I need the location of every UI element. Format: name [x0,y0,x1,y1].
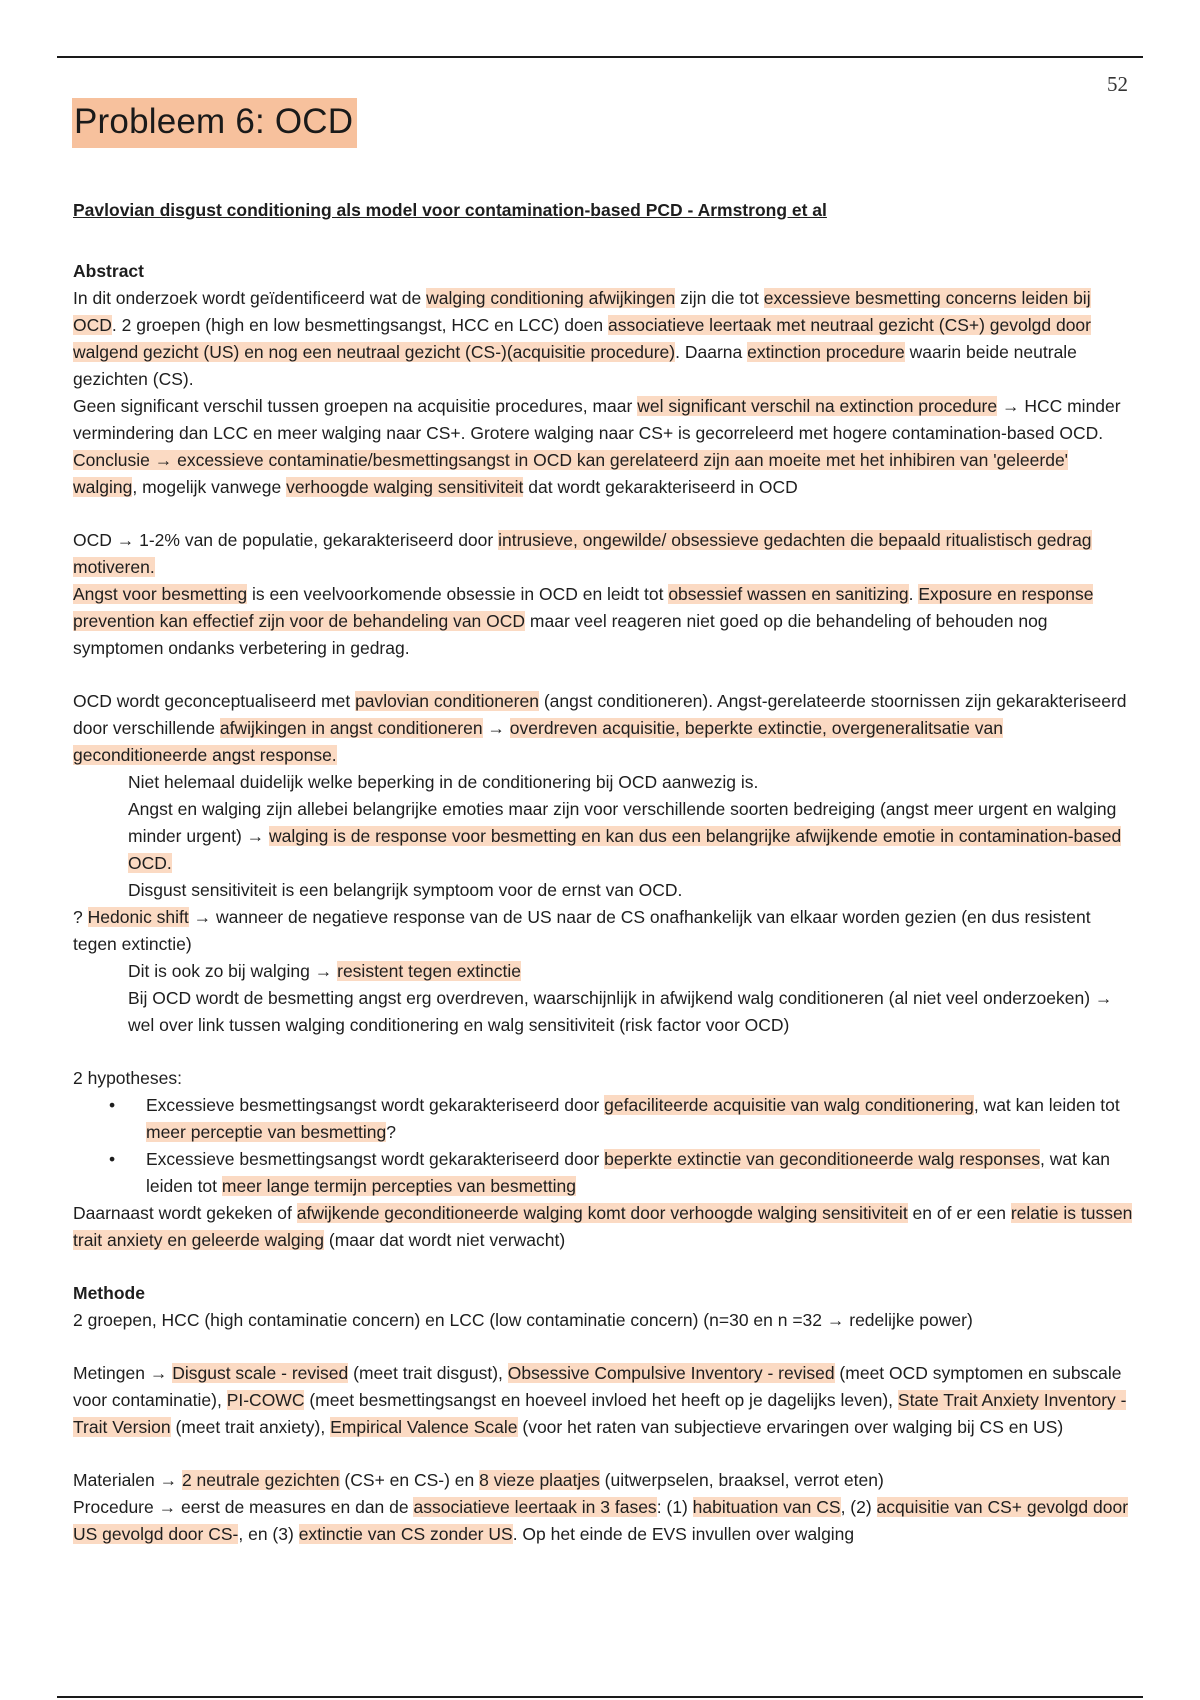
text: , wat kan leiden tot [973,1095,1120,1115]
article-subtitle: Pavlovian disgust conditioning als model voor contamination-based PCD - Armstrong et al [73,200,827,220]
hedonic-shift-paragraph [73,904,1133,958]
text: Daarnaast wordt gekeken of [73,1203,297,1223]
highlight: wel significant verschil na extinction procedure [637,396,998,416]
conditioning-indent-5: Bij OCD wordt de besmetting angst erg overdreven, waarschijnlijk in afwijkend walg conditioneren (al niet veel onderzoeken) → wel over link tussen walging conditionering en walg sensitiviteit (risk factor voor OCD) [128,988,1113,1035]
highlight: 2 neutrale gezichten [181,1470,340,1490]
text: (meet besmettingsangst en hoeveel invloed het heeft op je dagelijks leven), [304,1390,898,1410]
list-item [73,1092,1133,1146]
conditioning-indent-4 [73,958,1133,985]
highlight: gefaciliteerde acquisitie van walg conditionering [604,1095,974,1115]
highlight: overdreven acquisitie, beperkte extinctie, overgeneralitsatie van geconditioneerde angst response. [73,718,1003,765]
highlight: PI-COWC [226,1390,305,1410]
highlight: resistent tegen extinctie [337,961,521,981]
highlight: meer perceptie van besmetting [146,1122,387,1142]
highlight: Conclusie [73,450,150,470]
text: OCD wordt geconceptualiseerd met [73,691,356,711]
conditioning-paragraph-1 [73,688,1133,769]
text: In dit onderzoek wordt geïdentificeerd wat de [73,288,427,308]
ocd-intro-paragraph-1 [73,527,1133,581]
text: → HCC minder vermindering dan LCC en meer walging naar CS+. Grotere walging naar CS+ is gecorreleerd met hogere contamination-based OCD. [73,396,1121,443]
text: (meet OCD symptomen en subscale voor contaminatie), [73,1363,1122,1410]
materialen-paragraph [73,1467,1133,1494]
highlight: relatie is tussen trait anxiety en geleerde walging [73,1203,1133,1250]
highlight: Disgust scale - revised [172,1363,349,1383]
highlight: → excessieve contaminatie/besmettingsangst in OCD kan gerelateerd zijn aan moeite met het inhibiren van 'geleerde' walging [73,450,1069,497]
text: Angst en walging zijn allebei belangrijke emoties maar zijn voor verschillende soorten bedreiging (angst meer urgent en walging minder urgent) → [128,799,1117,846]
text: Dit is ook zo bij walging → [128,961,338,981]
highlight: walging is de response voor besmetting en kan dus een belangrijke afwijkende emotie in contamination-based OCD. [128,826,1122,873]
hypotheses-intro: 2 hypotheses: [73,1068,182,1088]
bottom-rule [57,1696,1143,1698]
highlight: 8 vieze plaatjes [479,1470,600,1490]
highlight: Obsessive Compulsive Inventory - revised [507,1363,835,1383]
highlight: extinctie van CS zonder US [298,1524,513,1544]
page-number: 52 [1107,72,1128,96]
text: (meet trait disgust), [348,1363,508,1383]
text: (maar dat wordt niet verwacht) [324,1230,566,1250]
procedure-paragraph [73,1494,1133,1548]
conditioning-indent-1: Niet helemaal duidelijk welke beperking in de conditionering bij OCD aanwezig is. [128,772,759,792]
text: . Daarna [675,342,748,362]
text: zijn die tot [675,288,764,308]
text: Procedure → eerst de measures en dan de [73,1497,414,1517]
document-body [73,258,1133,1548]
text: , en (3) [238,1524,299,1544]
text: en of er een [907,1203,1011,1223]
highlight: Angst voor besmetting [73,584,248,604]
text: , wat kan leiden tot [146,1149,1111,1196]
abstract-heading: Abstract [73,261,144,281]
metingen-paragraph [73,1360,1133,1441]
conditioning-indent-3: Disgust sensitiviteit is een belangrijk symptoom voor de ernst van OCD. [128,880,683,900]
text: . 2 groepen (high en low besmettingsangst, HCC en LCC) doen [111,315,609,335]
list-item [73,1146,1133,1200]
highlight: acquisitie van CS+ gevolgd door US gevolgd door CS- [73,1497,1129,1544]
text: ? [73,907,88,927]
highlight: meer lange termijn percepties van besmetting [221,1176,576,1196]
abstract-paragraph-1 [73,285,1133,393]
text: waarin beide neutrale gezichten (CS). [73,342,1077,389]
text: (CS+ en CS-) en [339,1470,480,1490]
text: Materialen → [73,1470,182,1490]
highlight: Hedonic shift [87,907,189,927]
text: OCD → 1-2% van de populatie, gekarakteriseerd door [73,530,499,550]
highlight: associatieve leertaak met neutraal gezicht (CS+) gevolgd door walgend gezicht (US) en nog een neutraal gezicht (CS-)(acquisitie procedure) [73,315,1091,362]
highlight: Exposure en response prevention kan effectief zijn voor de behandeling van OCD [73,584,1094,631]
highlight: habituation van CS [692,1497,841,1517]
conditioning-indent-2 [73,796,1133,877]
text: (voor het raten van subjectieve ervaringen over walging bij CS en US) [517,1417,1064,1437]
text: Metingen → [73,1363,173,1383]
highlight: afwijkingen in angst conditioneren [219,718,483,738]
text: is een veelvoorkomende obsessie in OCD en leidt tot [247,584,669,604]
methode-heading: Methode [73,1283,145,1303]
text: dat wordt gekarakteriseerd in OCD [523,477,798,497]
text: Excessieve besmettingsangst wordt gekarakteriseerd door [146,1095,605,1115]
highlight: pavlovian conditioneren [355,691,539,711]
abstract-conclusion [73,447,1133,501]
text: , (2) [840,1497,877,1517]
text: → [482,718,510,738]
highlight: afwijkende geconditioneerde walging komt door verhoogde walging sensitiviteit [296,1203,908,1223]
text: , mogelijk vanwege [132,477,287,497]
text: → wanneer de negatieve response van de US naar de CS onafhankelijk van elkaar worden gezien (en dus resistent tegen extinctie) [73,907,1091,954]
highlight: beperkte extinctie van geconditioneerde walg responses [604,1149,1040,1169]
text: maar veel reageren niet goed op die behandeling of behouden nog symptomen ondanks verbetering in gedrag. [73,611,1048,658]
text: . Op het einde de EVS invullen over walging [512,1524,855,1544]
highlight: Empirical Valence Scale [330,1417,518,1437]
bullet-icon: • [109,1149,116,1169]
highlight: verhoogde walging sensitiviteit [286,477,524,497]
highlight: walging conditioning afwijkingen [426,288,676,308]
highlight: excessieve besmetting concerns leiden bij OCD [73,288,1091,335]
highlight: obsessief wassen en sanitizing [668,584,909,604]
bullet-icon: • [109,1095,116,1115]
highlight: associatieve leertaak in 3 fases [413,1497,657,1517]
text: Geen significant verschil tussen groepen na acquisitie procedures, maar [73,396,638,416]
text: (uitwerpselen, braaksel, verrot eten) [599,1470,884,1490]
highlight: extinction procedure [747,342,905,362]
page-title: Probleem 6: OCD [72,98,357,148]
text: (angst conditioneren). Angst-gerelateerde stoornissen zijn gekarakteriseerd door verschillende [73,691,1127,738]
text: Excessieve besmettingsangst wordt gekarakteriseerd door [146,1149,605,1169]
ocd-intro-paragraph-2 [73,581,1133,662]
abstract-paragraph-2 [73,393,1133,447]
highlight: intrusieve, ongewilde/ obsessieve gedachten die bepaald ritualistisch gedrag motiveren. [73,530,1092,577]
hypotheses-list [73,1092,1133,1200]
text: ? [386,1122,397,1142]
text: (meet trait anxiety), [170,1417,331,1437]
methode-groups: 2 groepen, HCC (high contaminatie concern) en LCC (low contaminatie concern) (n=30 en n =32 → redelijke power) [73,1310,973,1330]
hypotheses-followup [73,1200,1133,1254]
highlight: State Trait Anxiety Inventory - Trait Version [73,1390,1127,1437]
top-rule [57,56,1143,58]
text: : (1) [656,1497,693,1517]
text: . [908,584,919,604]
